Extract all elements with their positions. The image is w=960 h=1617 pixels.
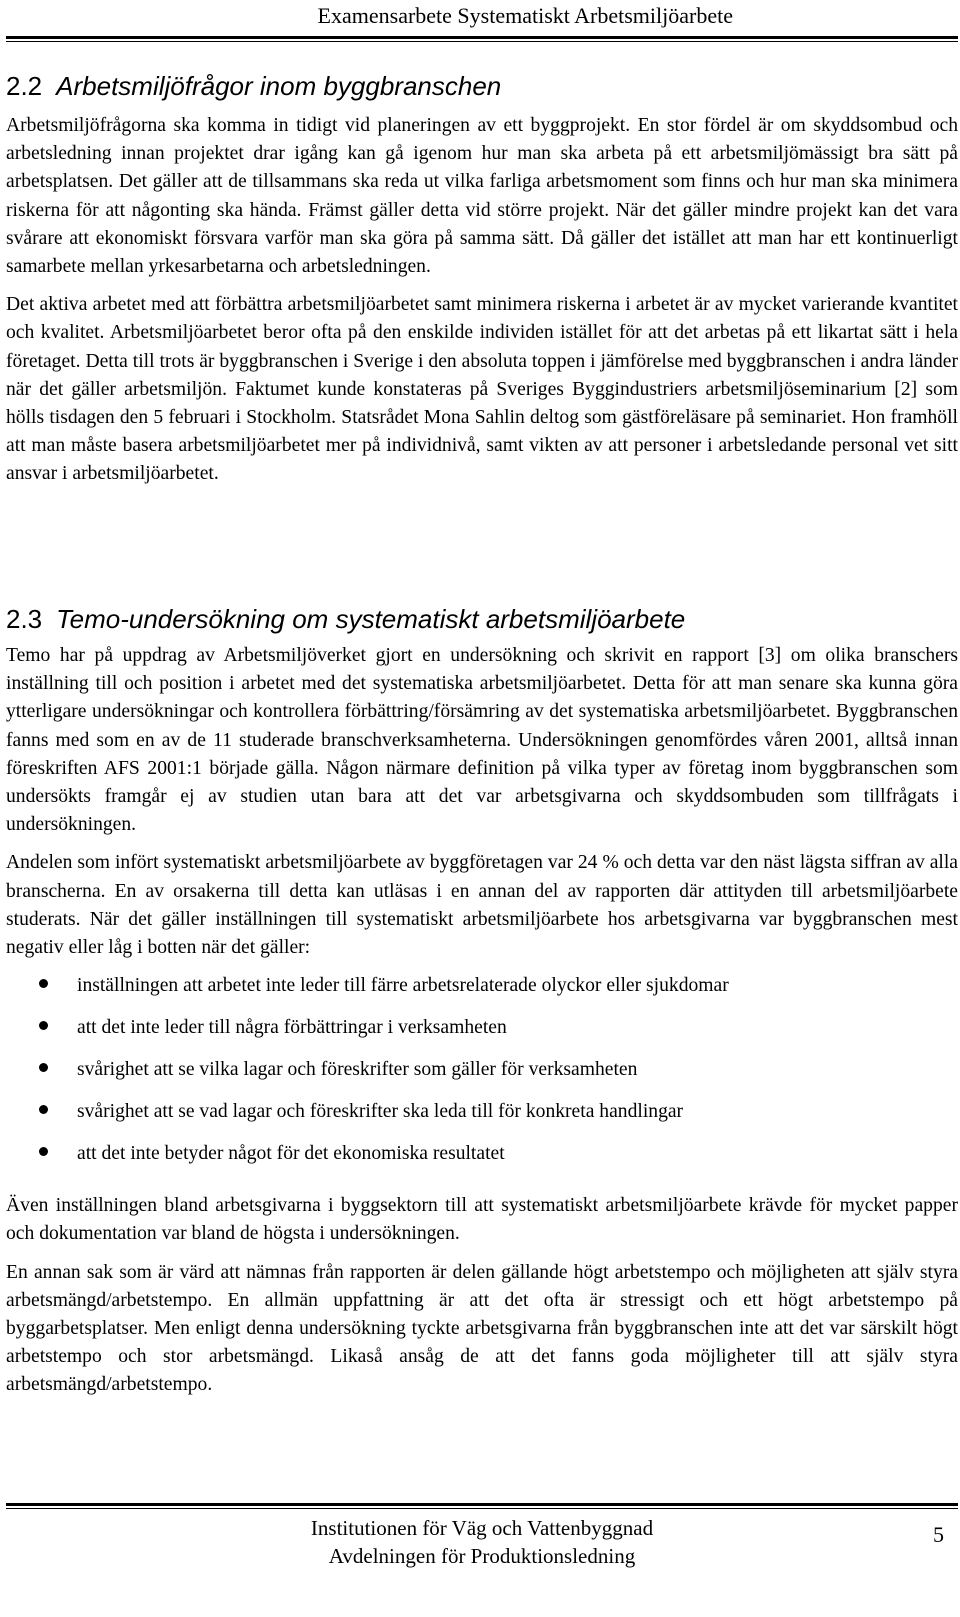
page-number: 5 [933, 1522, 944, 1547]
paragraph: Andelen som infört systematiskt arbetsmiljöarbete av byggföretagen var 24 % och detta var den näst lägsta siffran av alla branscherna. En av orsakerna till detta kan utläsas i en annan del av rapporten där attityden till arbetsmiljöarbete studerats. När det gäller inställningen till systematiskt arbetsmiljöarbete hos arbetsgivarna var byggbranschen mest negativ eller låg i botten när det gäller: [6, 852, 958, 959]
section-2-3-body [6, 642, 958, 1410]
bullet-icon [39, 979, 48, 988]
paragraph: Det aktiva arbetet med att förbättra arbetsmiljöarbetet samt minimera riskerna i arbetet är av mycket varierande kvantitet och kvalitet. Arbetsmiljöarbetet beror ofta på den enskilde individen istället för att det arbetas på ett likartat sätt i hela företaget. Detta till trots är byggbranschen i Sverige i den absoluta toppen i jämförelse med byggbranschen i andra länder när det gäller arbetsmiljön. Faktumet kunde konstateras på Sveriges Byggindustriers arbetsmiljöseminarium [2] som hölls tisdagen den 5 februari i Stockholm. Statsrådet Mona Sahlin deltog som gästföreläsare på seminariet. Hon framhöll att man måste basera arbetsmiljöarbetet mer på individnivå, samt vikten av att personer i arbetsledande personal vet sitt ansvar i arbetsmiljöarbetet. [6, 294, 958, 485]
section-title: Temo-undersökning om systematiskt arbetsmiljöarbete [56, 604, 686, 634]
footer-institution: Institutionen för Väg och Vattenbyggnad [310, 1516, 654, 1540]
list-item-text: svårighet att se vilka lagar och föreskrifter som gäller för verksamheten [77, 1059, 638, 1081]
list-item-text: att det inte leder till några förbättringar i verksamheten [77, 1017, 507, 1039]
section-number: 2.2 [6, 71, 43, 101]
bullet-icon [39, 1105, 48, 1114]
list-item-text: svårighet att se vad lagar och föreskrifter ska leda till för konkreta handlingar [77, 1101, 684, 1123]
section-heading-2-3 [6, 604, 685, 634]
section-number: 2.3 [6, 604, 43, 634]
footer-department: Avdelningen för Produktionsledning [328, 1544, 636, 1568]
section-2-2-body [6, 112, 958, 499]
bullet-icon [39, 1021, 48, 1030]
paragraph: Även inställningen bland arbetsgivarna i byggsektorn till att systematiskt arbetsmiljöarbete krävde för mycket papper och dokumentation var bland de högsta i undersökningen. [6, 1195, 958, 1245]
footer-rule [6, 1503, 958, 1506]
list-item [6, 1014, 958, 1056]
list-item [6, 1056, 958, 1098]
list-item [6, 972, 958, 1014]
list-item-text: att det inte betyder något för det ekonomiska resultatet [77, 1143, 505, 1165]
section-title: Arbetsmiljöfrågor inom byggbranschen [56, 71, 502, 101]
section-heading-2-2 [6, 71, 501, 101]
list-item [6, 1140, 958, 1182]
footer-rule-thin [6, 1508, 958, 1509]
page-footer [6, 1514, 958, 1570]
bullet-icon [39, 1147, 48, 1156]
paragraph: Arbetsmiljöfrågorna ska komma in tidigt vid planeringen av ett byggprojekt. En stor fördel är om skyddsombud och arbetsledning innan projektet drar igång kan gå igenom hur man ska arbeta på ett arbetsmiljömässigt bra sätt på arbetsplatsen. Det gäller att de tillsammans ska reda ut vilka farliga arbetsmoment som finns och hur man ska minimera riskerna för att någonting ska hända. Främst gäller detta vid större projekt. När det gäller mindre projekt kan det vara svårare att ekonomiskt försvara varför man ska göra på samma sätt. Då gäller det istället att man har ett kontinuerligt samarbete mellan yrkesarbetarna och arbetsledningen. [6, 115, 958, 278]
list-item [6, 1098, 958, 1140]
bullet-list [6, 972, 958, 1182]
header-rule [6, 36, 958, 39]
list-item-text: inställningen att arbetet inte leder till färre arbetsrelaterade olyckor eller sjukdomar [77, 975, 729, 997]
running-header: Examensarbete Systematiskt Arbetsmiljöarbete [317, 3, 733, 28]
paragraph: En annan sak som är värd att nämnas från rapporten är delen gällande högt arbetstempo och möjligheten att själv styra arbetsmängd/arbetstempo. En allmän uppfattning är att det ofta är stressigt och ett högt arbetstempo på byggarbetsplatser. Men enligt denna undersökning tyckte arbetsgivarna från byggbranschen inte att det var särskilt högt arbetstempo och stor arbetsmängd. Likaså ansåg de att det fanns goda möjligheter till att själv styra arbetsmängd/arbetstempo. [6, 1261, 958, 1396]
bullet-icon [39, 1063, 48, 1072]
header-rule-thin [6, 41, 958, 42]
paragraph: Temo har på uppdrag av Arbetsmiljöverket gjort en undersökning och skrivit en rapport [3] om olika branschers inställning till och position i arbetet med det systematiska arbetsmiljöarbetet. Detta för att man senare ska kunna göra ytterligare undersökningar och kontrollera förbättring/försämring av det systematiska arbetsmiljöarbetet. Byggbranschen fanns med som en av de 11 studerade branschverksamheterna. Undersökningen genomfördes våren 2001, alltså innan föreskriften AFS 2001:1 började gälla. Någon närmare definition på vilka typer av företag inom byggbranschen som undersökts framgår ej av studien utan bara att det var arbetsgivarna och skyddsombuden som tillfrågats i undersökningen. [6, 645, 958, 836]
